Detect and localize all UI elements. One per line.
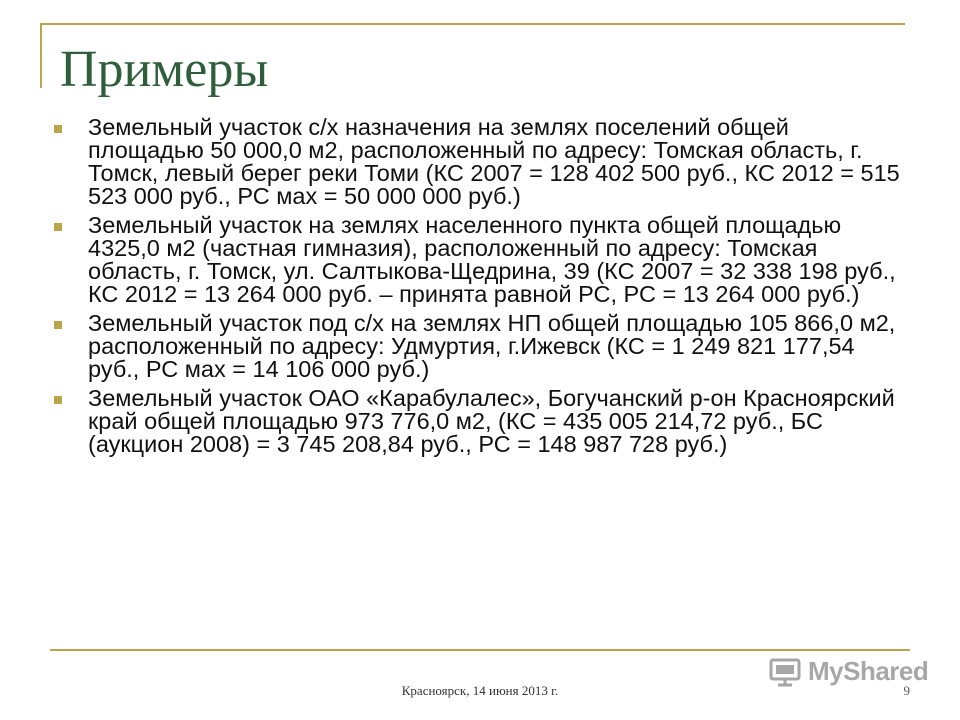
- bullet-item: [54, 116, 904, 208]
- bullet-list: [54, 116, 904, 462]
- square-bullet-icon: [54, 396, 62, 404]
- presentation-screen-icon: [768, 657, 802, 687]
- footer-text: Красноярск, 14 июня 2013 г.: [401, 683, 559, 698]
- page-number: 9: [903, 683, 910, 698]
- bottom-divider: [50, 649, 910, 651]
- bullet-text: Земельный участок с/х назначения на землях поселений общей площадью 50 000,0 м2, расположенный по адресу: Томская область, г. Томск, левый берег реки Томи (КС 2007 = 128 402 500 руб., КС 2012 = 515 523 000 руб., РС мах = 50 000 000 руб.): [88, 114, 900, 209]
- square-bullet-icon: [54, 321, 62, 329]
- bullet-text: Земельный участок ОАО «Карабулалес», Богучанский р-он Красноярский край общей площадью 973 776,0 м2, (КС = 435 005 214,72 руб., БС (аукцион 2008) = 3 745 208,84 руб., РС = 148 987 728 руб.): [88, 385, 895, 457]
- square-bullet-icon: [54, 223, 62, 231]
- square-bullet-icon: [54, 125, 62, 133]
- watermark-text: MyShared: [808, 656, 929, 686]
- bullet-item: [54, 387, 904, 456]
- slide-title: Примеры: [60, 41, 269, 98]
- top-divider: [40, 23, 905, 25]
- bullet-text: Земельный участок под с/х на землях НП общей площадью 105 866,0 м2, расположенный по адресу: Удмуртия, г.Ижевск (КС = 1 249 821 177,54 руб., РС мах = 14 106 000 руб.): [88, 310, 896, 382]
- bullet-item: [54, 312, 904, 381]
- bullet-text: Земельный участок на землях населенного пункта общей площадью 4325,0 м2 (частная гимназия), расположенный по адресу: Томская область, г. Томск, ул. Салтыкова-Щедрина, 39 (КС 2007 = 32 338 198 руб., КС 2012 = 13 264 000 руб. – принята равной РС, РС = 13 264 000 руб.): [88, 212, 896, 307]
- left-divider: [40, 23, 42, 88]
- watermark-logo: [768, 656, 928, 687]
- bullet-item: [54, 214, 904, 306]
